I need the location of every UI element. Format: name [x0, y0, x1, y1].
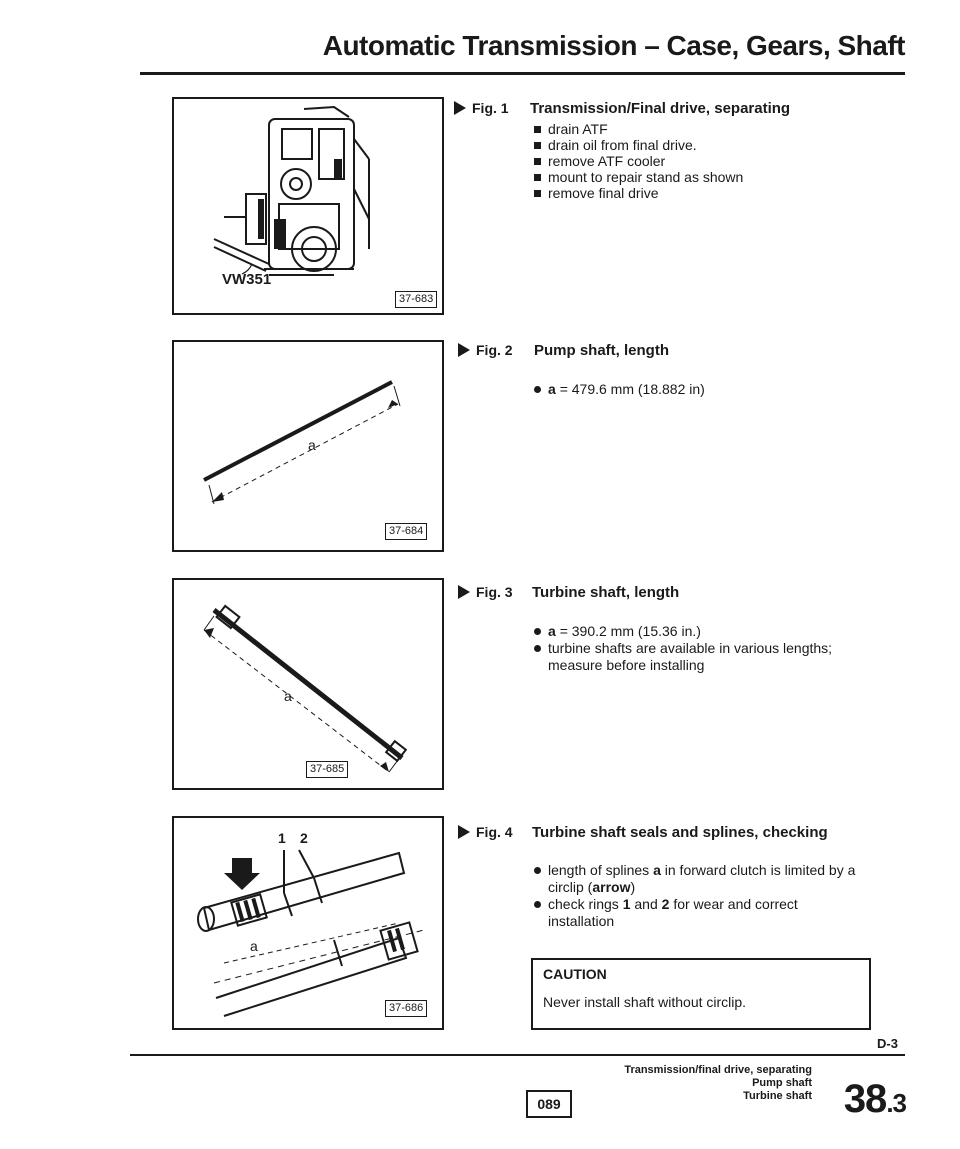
figure-3-label: Fig. 3 [458, 584, 513, 600]
list-item: check rings 1 and 2 for wear and correct installation [532, 896, 862, 930]
figure-4-heading: Turbine shaft seals and splines, checking [532, 824, 828, 841]
list-item: a = 390.2 mm (15.36 in.) [532, 623, 862, 640]
caution-title: CAUTION [543, 966, 607, 982]
pointer-arrow-icon [458, 825, 470, 839]
image-reference: 37-683 [395, 291, 437, 308]
footer-index [624, 1064, 812, 1103]
footer-index-item: Transmission/final drive, separating [624, 1064, 812, 1076]
list-item: mount to repair stand as shown [532, 169, 862, 185]
dimension-label: a [250, 938, 258, 954]
dimension-label: a [308, 437, 316, 453]
page-code: D-3 [877, 1036, 898, 1051]
figure-2-specs [532, 381, 862, 398]
transmission-on-stand-illustration [174, 99, 442, 313]
figure-4-image [172, 816, 444, 1030]
footer-index-item: Pump shaft [752, 1077, 812, 1089]
figure-3-specs [532, 623, 862, 674]
figure-2-heading: Pump shaft, length [534, 342, 669, 359]
turbine-shaft-seals-illustration [174, 818, 442, 1028]
figure-1-image [172, 97, 444, 315]
pointer-arrow-icon [458, 343, 470, 357]
footer-index-item: Turbine shaft [743, 1090, 812, 1102]
caution-text: Never install shaft without circlip. [543, 994, 747, 1010]
page-number: 089 [526, 1090, 572, 1118]
figure-4-specs [532, 862, 862, 930]
list-item: drain ATF [532, 121, 862, 137]
page-title: Automatic Transmission – Case, Gears, Shaft [322, 30, 905, 61]
caution-box [531, 958, 871, 1030]
pointer-arrow-icon [454, 101, 466, 115]
list-item: length of splines a in forward clutch is limited by a circlip (arrow) [532, 862, 862, 896]
figure-3-heading: Turbine shaft, length [532, 584, 680, 601]
image-reference: 37-685 [306, 761, 348, 778]
dimension-label: a [284, 688, 292, 704]
list-item: remove final drive [532, 185, 862, 201]
section-number: 38.3 [843, 1077, 906, 1121]
figure-3-image [172, 578, 444, 790]
turbine-shaft-illustration [174, 580, 442, 788]
pointer-arrow-icon [458, 585, 470, 599]
header-rule [140, 72, 905, 75]
list-item: drain oil from final drive. [532, 137, 862, 153]
footer-rule [130, 1054, 905, 1056]
image-reference: 37-686 [385, 1000, 427, 1017]
figure-4-label: Fig. 4 [458, 824, 513, 840]
list-item: a = 479.6 mm (18.882 in) [532, 381, 862, 398]
figure-1-steps [532, 121, 862, 201]
tool-label: VW351 [222, 271, 272, 288]
figure-1-heading: Transmission/Final drive, separating [530, 100, 791, 117]
image-reference: 37-684 [385, 523, 427, 540]
list-item: turbine shafts are available in various lengths; measure before installing [532, 640, 862, 674]
figure-2-label: Fig. 2 [458, 342, 513, 358]
callout-2: 2 [300, 830, 308, 846]
figure-1-label: Fig. 1 [454, 100, 509, 116]
callout-1: 1 [278, 830, 286, 846]
figure-2-image [172, 340, 444, 552]
list-item: remove ATF cooler [532, 153, 862, 169]
